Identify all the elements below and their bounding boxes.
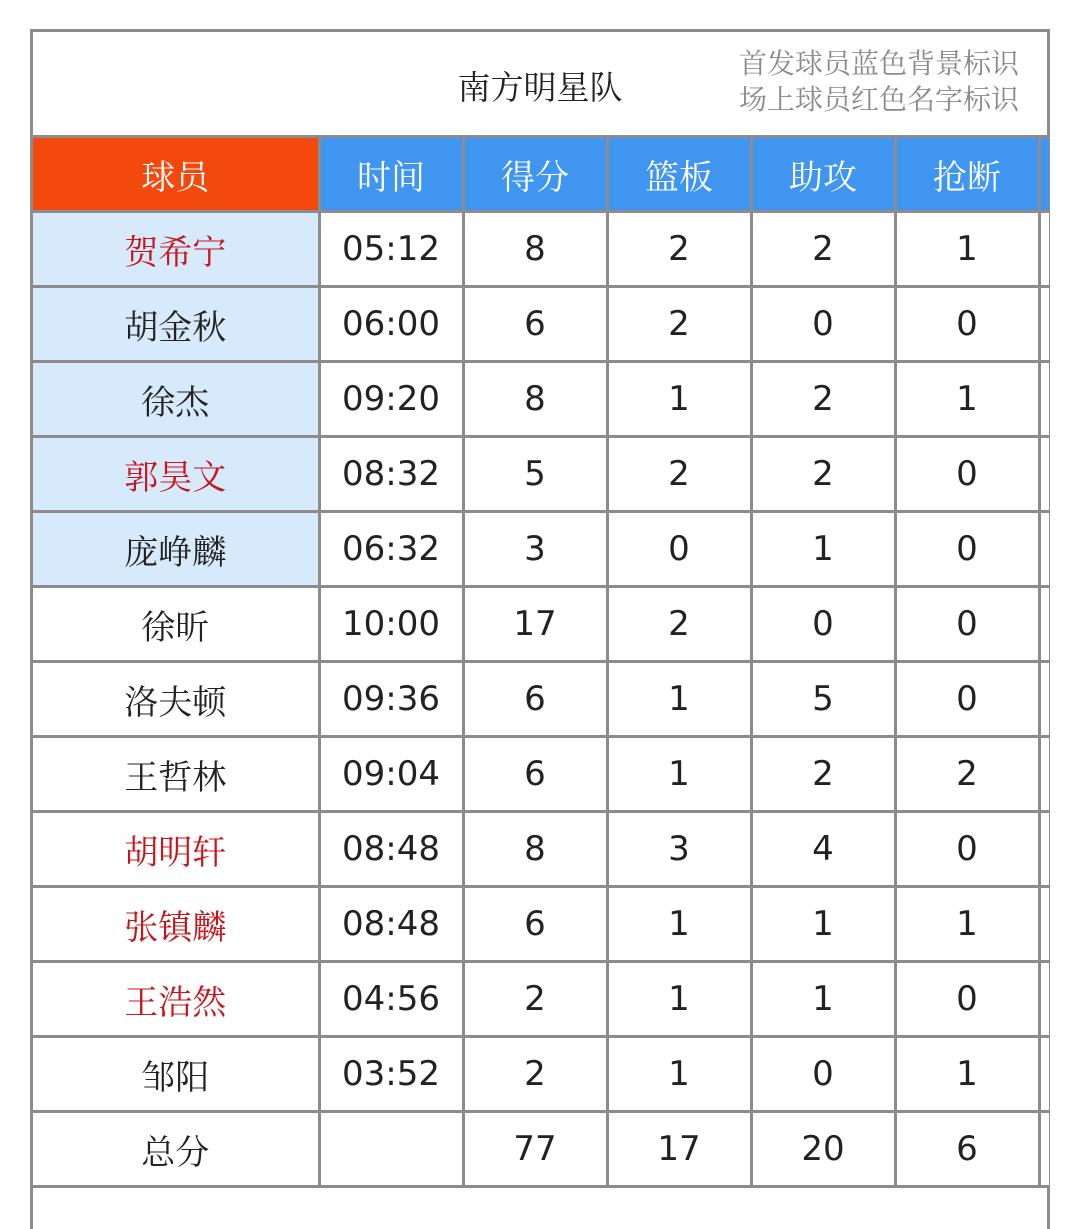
player-name-cell: 郭昊文 xyxy=(33,437,319,512)
time-cell xyxy=(319,1112,463,1187)
assists-cell: 0 xyxy=(751,287,895,362)
row-edge-cell xyxy=(1039,662,1049,737)
row-edge-cell xyxy=(1039,1037,1049,1112)
assists-cell: 5 xyxy=(751,662,895,737)
steals-cell: 0 xyxy=(895,437,1039,512)
rebounds-cell: 1 xyxy=(607,362,751,437)
assists-cell: 1 xyxy=(751,512,895,587)
steals-cell: 1 xyxy=(895,887,1039,962)
row-edge-cell xyxy=(1039,1112,1049,1187)
player-name-cell: 张镇麟 xyxy=(33,887,319,962)
time-cell: 05:12 xyxy=(319,212,463,287)
row-edge-cell xyxy=(1039,287,1049,362)
player-name-cell: 徐昕 xyxy=(33,587,319,662)
assists-cell: 20 xyxy=(751,1112,895,1187)
player-name-cell: 贺希宁 xyxy=(33,212,319,287)
table-row xyxy=(33,737,1049,812)
time-cell: 10:00 xyxy=(319,587,463,662)
steals-cell: 0 xyxy=(895,812,1039,887)
points-cell: 17 xyxy=(463,587,607,662)
player-name-cell: 王浩然 xyxy=(33,962,319,1037)
table-row xyxy=(33,1037,1049,1112)
table-row xyxy=(33,962,1049,1037)
points-cell: 3 xyxy=(463,512,607,587)
steals-cell: 1 xyxy=(895,212,1039,287)
assists-cell: 4 xyxy=(751,812,895,887)
row-edge-cell xyxy=(1039,362,1049,437)
rebounds-cell: 2 xyxy=(607,437,751,512)
assists-cell: 2 xyxy=(751,437,895,512)
time-cell: 03:52 xyxy=(319,1037,463,1112)
steals-cell: 2 xyxy=(895,737,1039,812)
points-cell: 2 xyxy=(463,1037,607,1112)
time-cell: 08:32 xyxy=(319,437,463,512)
rebounds-cell: 17 xyxy=(607,1112,751,1187)
player-name-cell: 总分 xyxy=(33,1112,319,1187)
points-cell: 2 xyxy=(463,962,607,1037)
points-cell: 8 xyxy=(463,812,607,887)
column-header-points[interactable]: 得分 xyxy=(463,138,607,212)
player-name-cell: 徐杰 xyxy=(33,362,319,437)
assists-cell: 0 xyxy=(751,587,895,662)
points-cell: 6 xyxy=(463,287,607,362)
rebounds-cell: 1 xyxy=(607,737,751,812)
assists-cell: 0 xyxy=(751,1037,895,1112)
column-header-rebounds[interactable]: 篮板 xyxy=(607,138,751,212)
table-row xyxy=(33,287,1049,362)
row-edge-cell xyxy=(1039,737,1049,812)
table-row xyxy=(33,587,1049,662)
rebounds-cell: 1 xyxy=(607,662,751,737)
row-edge-cell xyxy=(1039,437,1049,512)
row-edge-cell xyxy=(1039,512,1049,587)
assists-cell: 2 xyxy=(751,737,895,812)
row-edge-cell xyxy=(1039,887,1049,962)
time-cell: 04:56 xyxy=(319,962,463,1037)
time-cell: 09:36 xyxy=(319,662,463,737)
points-cell: 8 xyxy=(463,212,607,287)
assists-cell: 1 xyxy=(751,962,895,1037)
steals-cell: 0 xyxy=(895,512,1039,587)
row-edge-cell xyxy=(1039,962,1049,1037)
team-header xyxy=(33,32,1047,138)
legend xyxy=(739,46,1019,118)
steals-cell: 0 xyxy=(895,287,1039,362)
legend-starter-note: 首发球员蓝色背景标识 xyxy=(738,47,1019,80)
table-row xyxy=(33,512,1049,587)
column-header-steals[interactable]: 抢断 xyxy=(895,138,1039,212)
legend-oncourt-note: 场上球员红色名字标识 xyxy=(738,83,1019,116)
table-header-row xyxy=(33,138,1049,212)
box-score-table xyxy=(33,138,1049,1188)
rebounds-cell: 2 xyxy=(607,212,751,287)
column-header-assists[interactable]: 助攻 xyxy=(751,138,895,212)
table-row xyxy=(33,1112,1049,1187)
player-name-cell: 庞峥麟 xyxy=(33,512,319,587)
table-row xyxy=(33,662,1049,737)
points-cell: 6 xyxy=(463,737,607,812)
row-edge-cell xyxy=(1039,587,1049,662)
rebounds-cell: 0 xyxy=(607,512,751,587)
steals-cell: 1 xyxy=(895,1037,1039,1112)
steals-cell: 0 xyxy=(895,587,1039,662)
points-cell: 6 xyxy=(463,662,607,737)
assists-cell: 1 xyxy=(751,887,895,962)
points-cell: 8 xyxy=(463,362,607,437)
row-edge-cell xyxy=(1039,212,1049,287)
row-edge-cell xyxy=(1039,812,1049,887)
table-row xyxy=(33,437,1049,512)
points-cell: 6 xyxy=(463,887,607,962)
time-cell: 06:00 xyxy=(319,287,463,362)
player-name-cell: 胡明轩 xyxy=(33,812,319,887)
steals-cell: 0 xyxy=(895,962,1039,1037)
team-title: 南方明星队 xyxy=(457,68,623,107)
rebounds-cell: 2 xyxy=(607,587,751,662)
column-header-next xyxy=(1039,138,1049,212)
column-header-time[interactable]: 时间 xyxy=(319,138,463,212)
steals-cell: 6 xyxy=(895,1112,1039,1187)
player-name-cell: 邹阳 xyxy=(33,1037,319,1112)
player-name-cell: 胡金秋 xyxy=(33,287,319,362)
table-row xyxy=(33,812,1049,887)
table-body xyxy=(33,212,1049,1187)
column-header-player[interactable]: 球员 xyxy=(33,138,319,212)
rebounds-cell: 1 xyxy=(607,887,751,962)
steals-cell: 1 xyxy=(895,362,1039,437)
steals-cell: 0 xyxy=(895,662,1039,737)
rebounds-cell: 3 xyxy=(607,812,751,887)
points-cell: 5 xyxy=(463,437,607,512)
time-cell: 09:04 xyxy=(319,737,463,812)
points-cell: 77 xyxy=(463,1112,607,1187)
rebounds-cell: 2 xyxy=(607,287,751,362)
rebounds-cell: 1 xyxy=(607,1037,751,1112)
time-cell: 09:20 xyxy=(319,362,463,437)
time-cell: 06:32 xyxy=(319,512,463,587)
table-row xyxy=(33,887,1049,962)
time-cell: 08:48 xyxy=(319,812,463,887)
rebounds-cell: 1 xyxy=(607,962,751,1037)
player-name-cell: 洛夫顿 xyxy=(33,662,319,737)
assists-cell: 2 xyxy=(751,362,895,437)
player-name-cell: 王哲林 xyxy=(33,737,319,812)
table-row xyxy=(33,212,1049,287)
assists-cell: 2 xyxy=(751,212,895,287)
table-row xyxy=(33,362,1049,437)
time-cell: 08:48 xyxy=(319,887,463,962)
